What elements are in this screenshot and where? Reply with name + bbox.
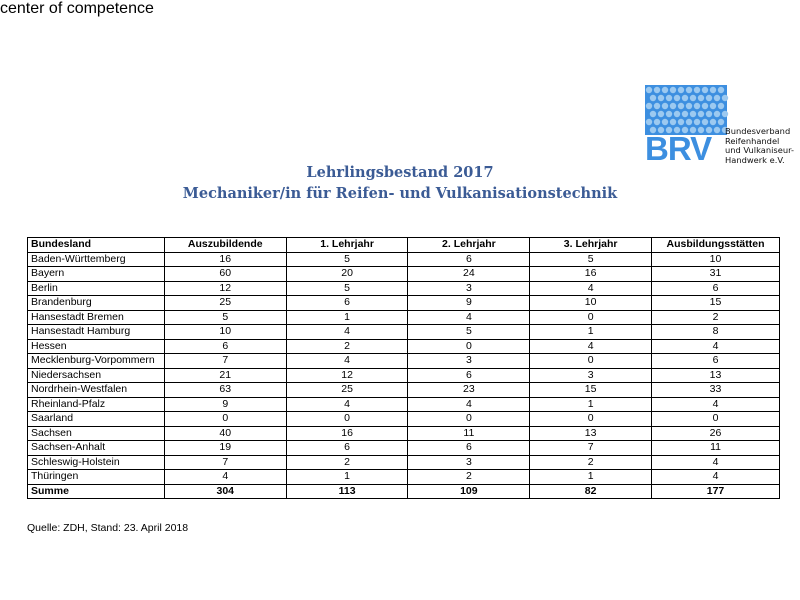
- value-cell: 9: [408, 296, 530, 311]
- table-row: [28, 441, 780, 456]
- state-name-cell: Baden-Württemberg: [28, 252, 165, 267]
- logo-dot: [698, 111, 704, 117]
- value-cell: 12: [164, 281, 286, 296]
- logo-dot: [714, 95, 720, 101]
- logo-dot: [670, 87, 676, 93]
- value-cell: 5: [164, 310, 286, 325]
- state-name-cell: Brandenburg: [28, 296, 165, 311]
- value-cell: 0: [286, 412, 408, 427]
- state-name-cell: Saarland: [28, 412, 165, 427]
- logo-dot: [658, 111, 664, 117]
- value-cell: 16: [530, 267, 652, 282]
- logo-dot: [694, 87, 700, 93]
- value-cell: 1: [286, 310, 408, 325]
- value-cell: 23: [408, 383, 530, 398]
- source-note: Quelle: ZDH, Stand: 23. April 2018: [27, 522, 189, 534]
- logo-dot: [674, 111, 680, 117]
- logo-dot: [662, 103, 668, 109]
- logo-dot: [646, 103, 652, 109]
- logo-tagline: center of competence: [0, 0, 154, 17]
- logo-dot: [702, 87, 708, 93]
- table-body: [28, 252, 780, 499]
- logo-dot: [686, 87, 692, 93]
- logo-letters: BRV: [645, 130, 712, 167]
- column-header: Ausbildungsstätten: [652, 238, 780, 253]
- value-cell: 16: [164, 252, 286, 267]
- value-cell: 6: [408, 368, 530, 383]
- logo-dot: [698, 95, 704, 101]
- value-cell: 9: [164, 397, 286, 412]
- value-cell: 0: [530, 354, 652, 369]
- value-cell: 4: [286, 354, 408, 369]
- table-row: [28, 397, 780, 412]
- column-header: Auszubildende: [164, 238, 286, 253]
- value-cell: 1: [530, 325, 652, 340]
- logo-dot: [654, 119, 660, 125]
- state-name-cell: Bayern: [28, 267, 165, 282]
- table-row: [28, 368, 780, 383]
- value-cell: 0: [652, 412, 780, 427]
- logo-dot: [686, 119, 692, 125]
- value-cell: 15: [530, 383, 652, 398]
- logo-org-line: Reifenhandel: [725, 135, 780, 146]
- logo-dot: [678, 119, 684, 125]
- state-name-cell: Sachsen: [28, 426, 165, 441]
- value-cell: 15: [652, 296, 780, 311]
- logo-dot: [714, 127, 720, 133]
- value-cell: 0: [164, 412, 286, 427]
- logo-dot: [690, 111, 696, 117]
- logo-dot: [650, 95, 656, 101]
- table-row: [28, 325, 780, 340]
- value-cell: 19: [164, 441, 286, 456]
- value-cell: 0: [530, 412, 652, 427]
- table-row: [28, 470, 780, 485]
- value-cell: 1: [530, 470, 652, 485]
- value-cell: 1: [530, 397, 652, 412]
- value-cell: 4: [652, 339, 780, 354]
- value-cell: 5: [286, 252, 408, 267]
- value-cell: 4: [286, 397, 408, 412]
- logo-dot: [674, 95, 680, 101]
- logo-dot: [694, 103, 700, 109]
- state-name-cell: Berlin: [28, 281, 165, 296]
- value-cell: 16: [286, 426, 408, 441]
- value-cell: 21: [164, 368, 286, 383]
- value-cell: 0: [530, 310, 652, 325]
- logo-dot: [686, 103, 692, 109]
- value-cell: 3: [408, 354, 530, 369]
- value-cell: 3: [530, 368, 652, 383]
- table-header-row: [28, 238, 780, 253]
- value-cell: 1: [286, 470, 408, 485]
- total-value-cell: 304: [164, 484, 286, 499]
- value-cell: 4: [408, 397, 530, 412]
- logo-dot: [662, 119, 668, 125]
- value-cell: 11: [652, 441, 780, 456]
- logo-org-line: Handwerk e.V.: [725, 154, 785, 165]
- value-cell: 7: [164, 455, 286, 470]
- document-subtitle: Mechaniker/in für Reifen- und Vulkanisationstechnik: [182, 185, 618, 202]
- state-name-cell: Mecklenburg-Vorpommern: [28, 354, 165, 369]
- value-cell: 8: [652, 325, 780, 340]
- logo-dot: [670, 119, 676, 125]
- value-cell: 3: [408, 281, 530, 296]
- table-row: [28, 252, 780, 267]
- state-name-cell: Hessen: [28, 339, 165, 354]
- value-cell: 33: [652, 383, 780, 398]
- table-row: [28, 267, 780, 282]
- logo-dot: [662, 87, 668, 93]
- state-name-cell: Hansestadt Hamburg: [28, 325, 165, 340]
- value-cell: 20: [286, 267, 408, 282]
- column-header: 1. Lehrjahr: [286, 238, 408, 253]
- value-cell: 3: [408, 455, 530, 470]
- table-row: [28, 354, 780, 369]
- logo-dot: [670, 103, 676, 109]
- value-cell: 2: [530, 455, 652, 470]
- value-cell: 2: [286, 339, 408, 354]
- table-row: [28, 383, 780, 398]
- value-cell: 4: [408, 310, 530, 325]
- logo-dot: [694, 119, 700, 125]
- total-row: [28, 484, 780, 499]
- value-cell: 10: [530, 296, 652, 311]
- logo-dot: [710, 119, 716, 125]
- value-cell: 10: [652, 252, 780, 267]
- value-cell: 25: [286, 383, 408, 398]
- logo-dot: [646, 87, 652, 93]
- value-cell: 31: [652, 267, 780, 282]
- value-cell: 4: [652, 470, 780, 485]
- value-cell: 7: [530, 441, 652, 456]
- state-name-cell: Niedersachsen: [28, 368, 165, 383]
- value-cell: 6: [652, 281, 780, 296]
- value-cell: 4: [530, 339, 652, 354]
- logo-dot: [702, 103, 708, 109]
- state-name-cell: Schleswig-Holstein: [28, 455, 165, 470]
- table-row: [28, 339, 780, 354]
- logo-dot: [718, 119, 724, 125]
- logo-dot: [666, 111, 672, 117]
- logo-dot: [706, 111, 712, 117]
- value-cell: 5: [286, 281, 408, 296]
- table-row: [28, 455, 780, 470]
- state-name-cell: Thüringen: [28, 470, 165, 485]
- logo-dot: [666, 95, 672, 101]
- value-cell: 63: [164, 383, 286, 398]
- logo-dot: [722, 111, 728, 117]
- value-cell: 4: [164, 470, 286, 485]
- value-cell: 5: [408, 325, 530, 340]
- logo-dot: [646, 119, 652, 125]
- value-cell: 2: [408, 470, 530, 485]
- total-value-cell: 82: [530, 484, 652, 499]
- value-cell: 0: [408, 339, 530, 354]
- value-cell: 25: [164, 296, 286, 311]
- table-row: [28, 296, 780, 311]
- logo-dot: [706, 95, 712, 101]
- value-cell: 13: [652, 368, 780, 383]
- logo-dot: [718, 103, 724, 109]
- value-cell: 4: [286, 325, 408, 340]
- value-cell: 4: [530, 281, 652, 296]
- logo-dot: [654, 103, 660, 109]
- state-name-cell: Nordrhein-Westfalen: [28, 383, 165, 398]
- logo-dot: [702, 119, 708, 125]
- state-name-cell: Rheinland-Pfalz: [28, 397, 165, 412]
- total-value-cell: 177: [652, 484, 780, 499]
- value-cell: 2: [286, 455, 408, 470]
- table-row: [28, 310, 780, 325]
- value-cell: 6: [408, 441, 530, 456]
- value-cell: 6: [652, 354, 780, 369]
- logo-dot: [722, 95, 728, 101]
- value-cell: 4: [652, 397, 780, 412]
- brv-logo: [0, 0, 800, 167]
- column-header: 3. Lehrjahr: [530, 238, 652, 253]
- logo-dot: [658, 95, 664, 101]
- table-row: [28, 281, 780, 296]
- logo-dot: [718, 87, 724, 93]
- value-cell: 40: [164, 426, 286, 441]
- value-cell: 7: [164, 354, 286, 369]
- value-cell: 0: [408, 412, 530, 427]
- logo-dot: [678, 87, 684, 93]
- state-name-cell: Sachsen-Anhalt: [28, 441, 165, 456]
- value-cell: 12: [286, 368, 408, 383]
- value-cell: 13: [530, 426, 652, 441]
- value-cell: 6: [408, 252, 530, 267]
- table-row: [28, 412, 780, 427]
- value-cell: 10: [164, 325, 286, 340]
- document-title: Lehrlingsbestand 2017: [306, 164, 494, 181]
- logo-dot: [682, 95, 688, 101]
- state-name-cell: Hansestadt Bremen: [28, 310, 165, 325]
- logo-dot: [710, 103, 716, 109]
- value-cell: 6: [286, 441, 408, 456]
- value-cell: 5: [530, 252, 652, 267]
- logo-org-line: und Vulkaniseur-: [725, 145, 794, 156]
- logo-org-name: [725, 127, 794, 165]
- logo-dot: [650, 111, 656, 117]
- value-cell: 6: [286, 296, 408, 311]
- value-cell: 24: [408, 267, 530, 282]
- total-value-cell: 109: [408, 484, 530, 499]
- value-cell: 11: [408, 426, 530, 441]
- logo-dot: [682, 111, 688, 117]
- logo-dot: [714, 111, 720, 117]
- value-cell: 2: [652, 310, 780, 325]
- column-header: 2. Lehrjahr: [408, 238, 530, 253]
- logo-dot: [710, 87, 716, 93]
- table-row: [28, 426, 780, 441]
- column-header: Bundesland: [28, 238, 165, 253]
- logo-org-line: Bundesverband: [725, 126, 791, 136]
- apprentice-table: [27, 237, 780, 499]
- total-value-cell: 113: [286, 484, 408, 499]
- logo-dot: [690, 95, 696, 101]
- value-cell: 26: [652, 426, 780, 441]
- logo-dot: [678, 103, 684, 109]
- value-cell: 6: [164, 339, 286, 354]
- logo-dot-pattern: [645, 85, 728, 135]
- value-cell: 60: [164, 267, 286, 282]
- value-cell: 4: [652, 455, 780, 470]
- total-label-cell: Summe: [28, 484, 165, 499]
- logo-dot: [654, 87, 660, 93]
